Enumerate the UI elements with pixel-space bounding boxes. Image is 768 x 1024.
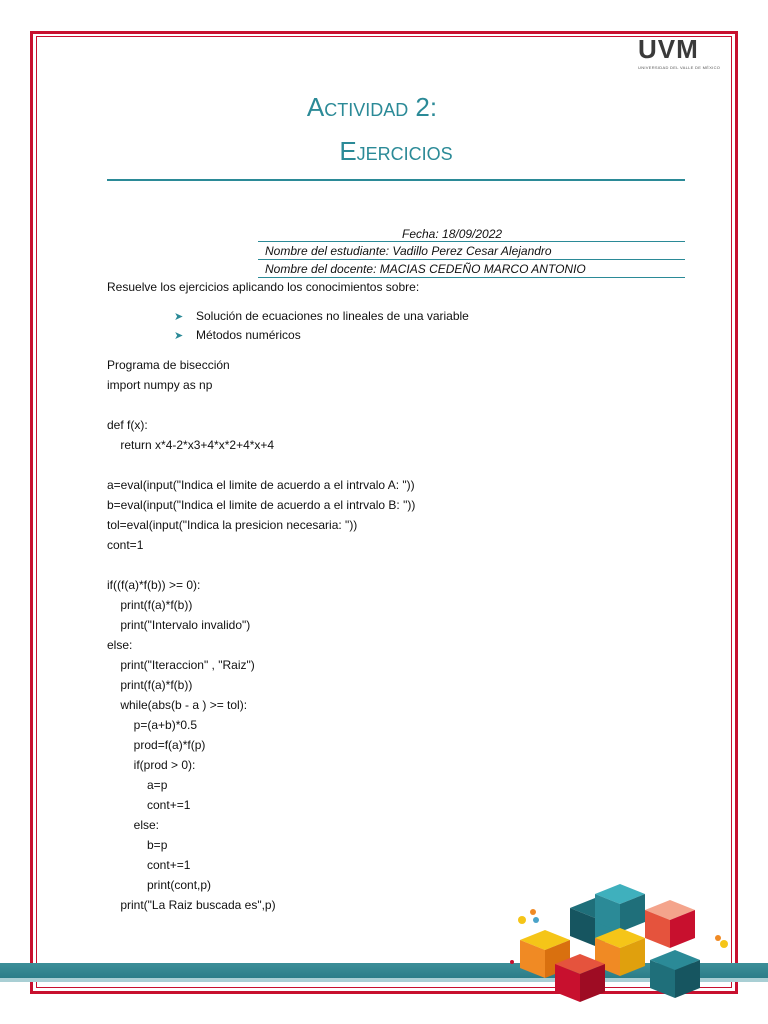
code-line: b=p — [107, 838, 168, 852]
code-line: print("Iteraccion" , "Raiz") — [107, 658, 255, 672]
code-line: tol=eval(input("Indica la presicion necesaria: ")) — [107, 518, 358, 532]
code-line: b=eval(input("Indica el limite de acuerdo a el intrvalo B: ")) — [107, 498, 416, 512]
code-line: else: — [107, 638, 133, 652]
bullet-item — [174, 326, 301, 345]
page-subtitle: Ejercicios — [339, 136, 453, 166]
code-line: a=p — [107, 778, 168, 792]
code-line: p=(a+b)*0.5 — [107, 718, 198, 732]
instructions-text: Resuelve los ejercicios aplicando los conocimientos sobre: — [107, 280, 420, 294]
page-title: Actividad 2: — [306, 92, 438, 122]
code-line: prod=f(a)*f(p) — [107, 738, 206, 752]
code-line: return x*4-2*x3+4*x*2+4*x+4 — [107, 438, 275, 452]
code-line — [107, 455, 415, 475]
code-line: print(f(a)*f(b)) — [107, 678, 193, 692]
code-line: print("La Raiz buscada es",p) — [107, 898, 276, 912]
logo-tagline: UNIVERSIDAD DEL VALLE DE MÉXICO — [638, 65, 721, 70]
code-line: while(abs(b - a ) >= tol): — [107, 698, 248, 712]
bullet-item — [174, 307, 469, 326]
title-divider — [107, 179, 685, 181]
code-line: cont+=1 — [107, 798, 191, 812]
bullet-label: Métodos numéricos — [196, 328, 301, 342]
teacher-name-field: Nombre del docente: MACIAS CEDEÑO MARCO ANTONIO — [265, 262, 586, 276]
decorative-cubes-graphic — [500, 880, 750, 1010]
logo-name: UVM — [638, 34, 699, 64]
uvm-logo — [638, 34, 721, 76]
code-line: cont+=1 — [107, 858, 191, 872]
code-line: print("Intervalo invalido") — [107, 618, 251, 632]
code-listing — [107, 355, 415, 915]
code-line: print(f(a)*f(b)) — [107, 598, 193, 612]
bullet-label: Solución de ecuaciones no lineales de una variable — [196, 309, 469, 323]
arrow-bullet-icon: ➤ — [174, 311, 184, 323]
code-line: cont=1 — [107, 538, 144, 552]
code-line: a=eval(input("Indica el limite de acuerdo a el intrvalo A: ")) — [107, 478, 415, 492]
code-line: if(prod > 0): — [107, 758, 196, 772]
code-line: if((f(a)*f(b)) >= 0): — [107, 578, 201, 592]
code-line: print(cont,p) — [107, 878, 212, 892]
code-line: def f(x): — [107, 418, 148, 432]
student-underline — [258, 259, 685, 260]
arrow-bullet-icon: ➤ — [174, 330, 184, 342]
code-line: else: — [107, 818, 160, 832]
code-line — [107, 555, 415, 575]
date-underline — [258, 241, 685, 242]
code-line: import numpy as np — [107, 378, 213, 392]
student-name-field: Nombre del estudiante: Vadillo Perez Cesar Alejandro — [265, 244, 552, 258]
date-field: Fecha: 18/09/2022 — [402, 227, 503, 241]
code-line: Programa de bisección — [107, 358, 230, 372]
code-line — [107, 395, 415, 415]
